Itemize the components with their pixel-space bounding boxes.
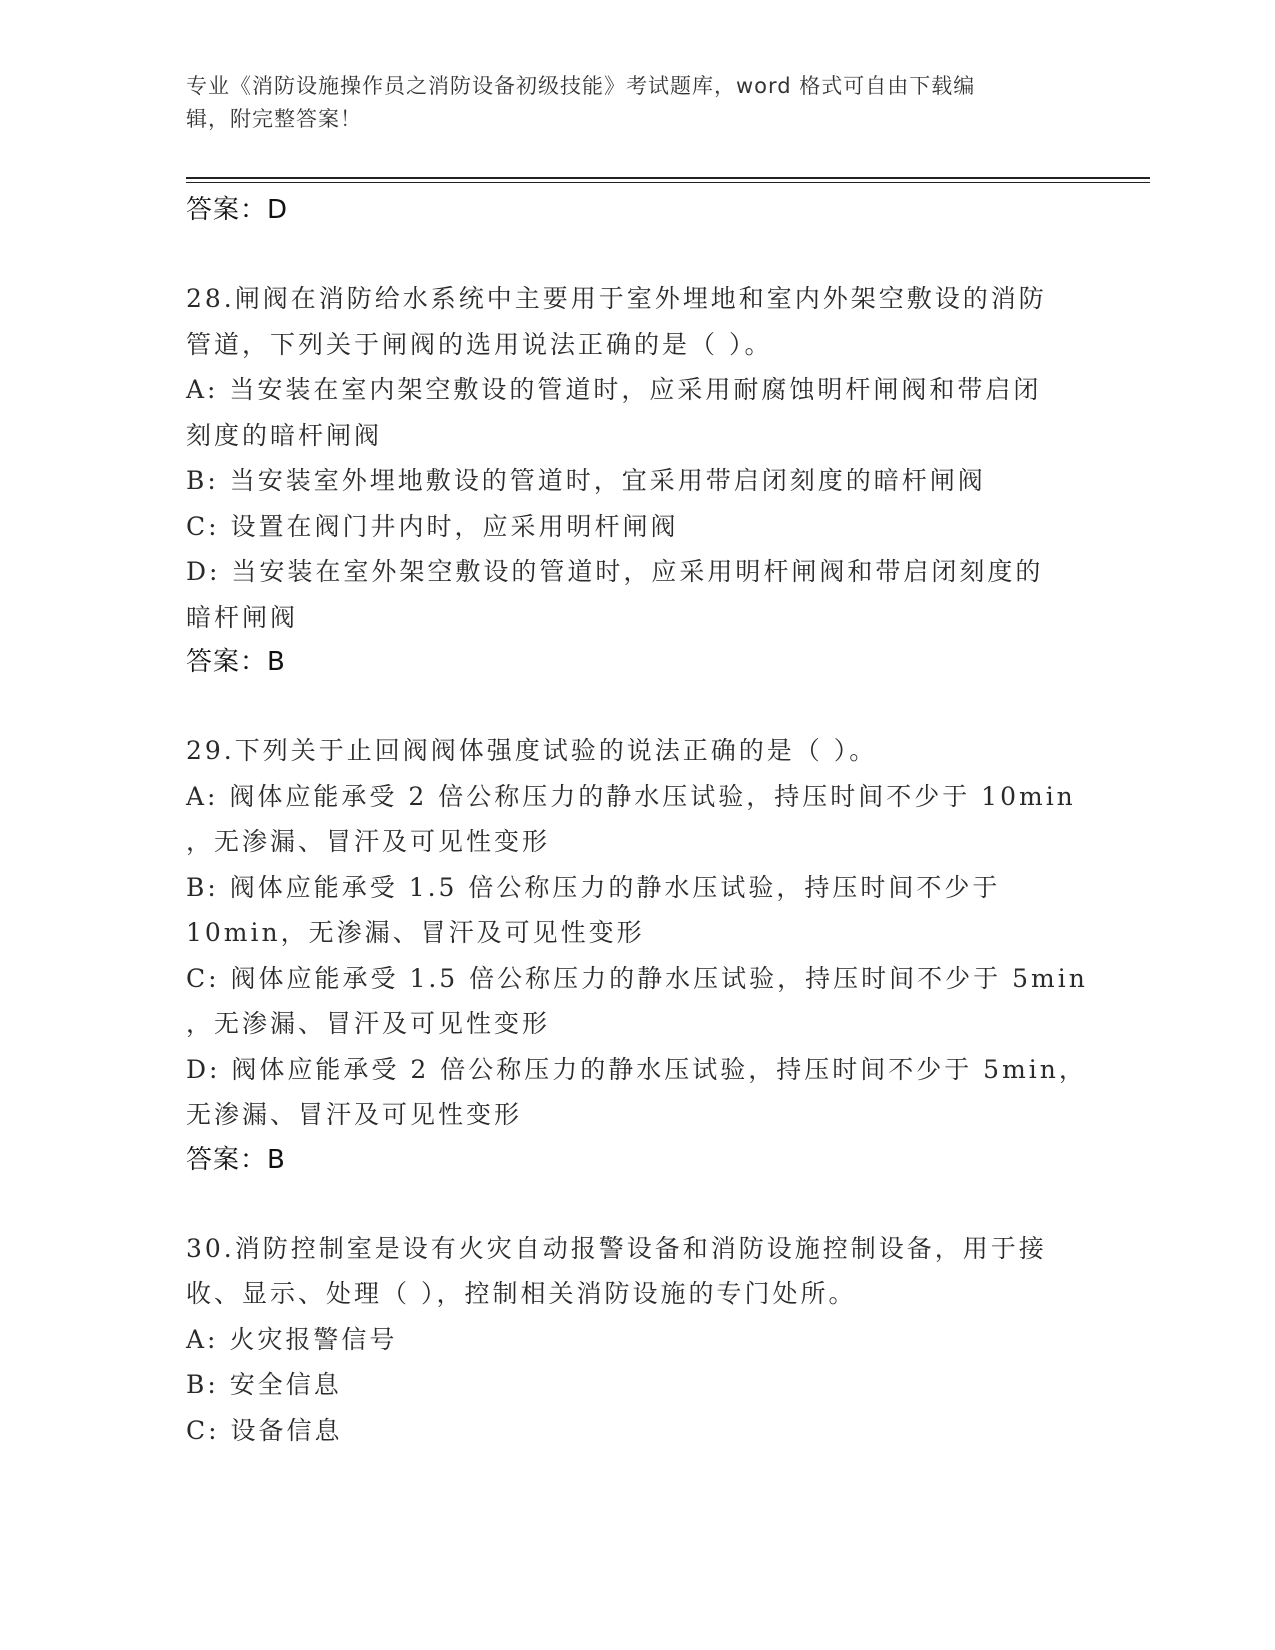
question-28-option-a-line-2: 刻度的暗杆闸阀 — [186, 420, 383, 450]
question-29-option-c-line-2: ，无渗漏、冒汗及可见性变形 — [186, 1009, 551, 1038]
question-28-option-c: C: 设置在阀门井内时，应采用明杆闸阀 — [186, 511, 679, 541]
question-28-stem-line-1: 28.闸阀在消防给水系统中主要用于室外埋地和室内外架空敷设的消防 — [186, 284, 1047, 313]
header-line-1: 专业《消防设施操作员之消防设备初级技能》考试题库，word 格式可自由下载编 — [186, 74, 976, 98]
document-body — [186, 188, 1086, 1453]
question-30 — [186, 1226, 1086, 1454]
header-divider-thick — [186, 177, 1150, 179]
question-29-option-b-line-2: 10min，无渗漏、冒汗及可见性变形 — [186, 918, 645, 947]
question-28-option-a-line-1: A: 当安装在室内架空敷设的管道时，应采用耐腐蚀明杆闸阀和带启闭 — [186, 375, 1042, 404]
header-divider-thin — [186, 182, 1150, 183]
question-30-option-b: B: 安全信息 — [186, 1370, 342, 1399]
question-28-option-d-line-1: D: 当安装在室外架空敷设的管道时，应采用明杆闸阀和带启闭刻度的 — [186, 557, 1044, 586]
question-30-option-c: C: 设备信息 — [186, 1415, 343, 1445]
question-29-stem: 29.下列关于止回阀阀体强度试验的说法正确的是（ ）。 — [186, 736, 878, 765]
answer-27: 答案：D — [186, 195, 289, 225]
question-29-option-a-line-1: A: 阀体应能承受 2 倍公称压力的静水压试验，持压时间不少于 10min — [186, 781, 1076, 811]
question-28-option-b: B: 当安装室外埋地敷设的管道时，宜采用带启闭刻度的暗杆闸阀 — [186, 466, 986, 495]
question-29-option-a-line-2: ，无渗漏、冒汗及可见性变形 — [186, 827, 551, 856]
spacer — [186, 1182, 1086, 1226]
question-30-stem-line-1: 30.消防控制室是设有火灾自动报警设备和消防设施控制设备，用于接 — [186, 1233, 1047, 1263]
question-29-option-d-line-1: D: 阀体应能承受 2 倍公称压力的静水压试验，持压时间不少于 5min， — [186, 1054, 1087, 1084]
question-29-option-b-line-1: B: 阀体应能承受 1.5 倍公称压力的静水压试验，持压时间不少于 — [186, 872, 1001, 902]
question-29-option-c-line-1: C: 阀体应能承受 1.5 倍公称压力的静水压试验，持压时间不少于 5min — [186, 963, 1088, 993]
answer-28: 答案：B — [186, 647, 286, 677]
question-28-stem-line-2: 管道，下列关于闸阀的选用说法正确的是（ ）。 — [186, 329, 773, 359]
spacer — [186, 684, 1086, 728]
spacer — [186, 232, 1086, 276]
answer-29: 答案：B — [186, 1144, 286, 1175]
question-28-option-d-line-2: 暗杆闸阀 — [186, 602, 299, 632]
question-29-option-d-line-2: 无渗漏、冒汗及可见性变形 — [186, 1100, 523, 1129]
question-29 — [186, 728, 1086, 1182]
header-line-2: 辑，附完整答案！ — [186, 107, 362, 131]
question-30-option-a: A: 火灾报警信号 — [186, 1324, 398, 1354]
document-header — [186, 70, 1066, 136]
question-30-stem-line-2: 收、显示、处理（ ），控制相关消防设施的专门处所。 — [186, 1279, 857, 1308]
question-28 — [186, 276, 1086, 684]
